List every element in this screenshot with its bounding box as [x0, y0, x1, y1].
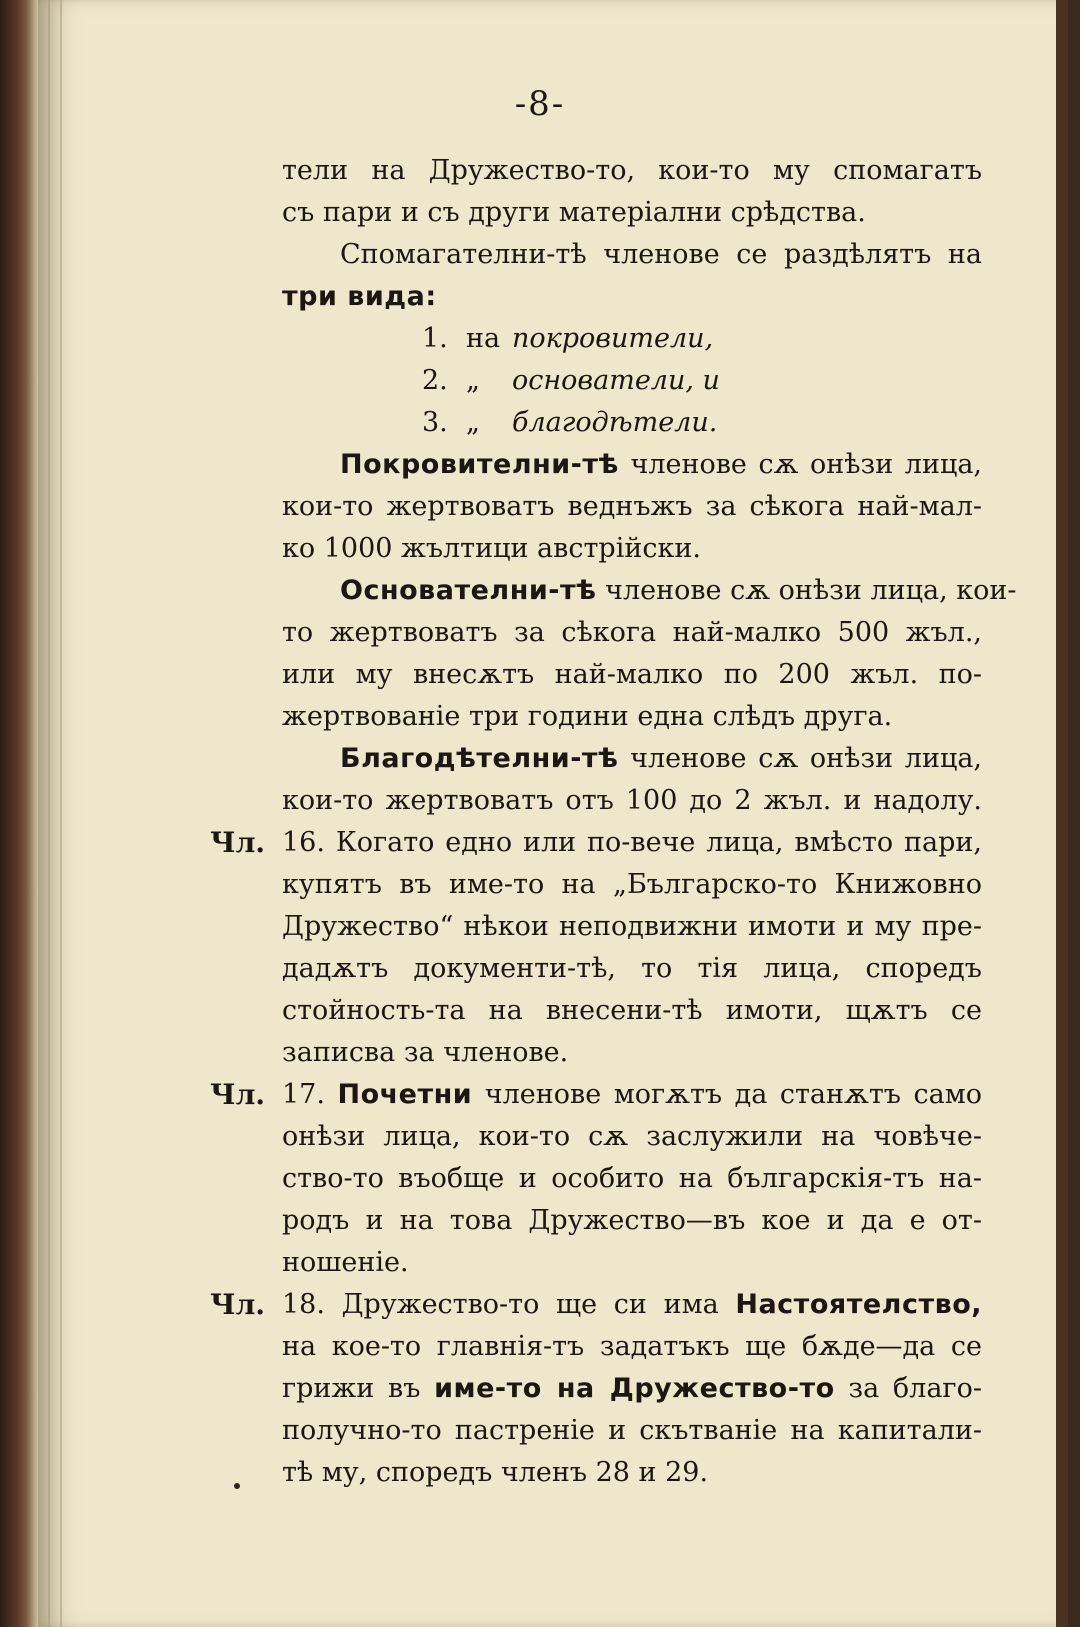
list-term: покровители, [512, 323, 714, 354]
text-line: на кое-то главнія-тъ задатъкъ ще бѫде—да се [282, 1331, 982, 1362]
bold-term: име-то на Дружество-то [434, 1373, 835, 1404]
text-line: жертвованіе три години една слѣдъ друга. [282, 701, 893, 732]
text-span: 18. Дружество-то ще си има [282, 1289, 719, 1320]
page-edge-line [48, 0, 50, 1627]
list-term: основатели, и [512, 365, 720, 396]
page-edge-line [60, 0, 62, 1627]
text-line: три вида: [282, 281, 437, 312]
text-line: онѣзи лица, кои-то сѫ заслужили на човѣче- [282, 1121, 982, 1152]
list-number: 3. [422, 407, 448, 438]
text-line: ство-то въобще и особито на българскія-тъ на- [282, 1163, 982, 1194]
text-line: кои-то жертвоватъ отъ 100 до 2 жъл. и надолу. [282, 785, 982, 816]
list-item [282, 318, 982, 360]
list-prefix: „ [466, 365, 480, 396]
text-span: членове сѫ онѣзи лица, [630, 743, 982, 774]
article-label: Чл. [210, 1078, 266, 1111]
bold-term: Основателни-тѣ [340, 575, 597, 606]
text-line: получно-то пастреніе и скътваніе на капитали- [282, 1415, 982, 1446]
text-line: записва за членове. [282, 1037, 569, 1068]
list-number: 1. [422, 323, 448, 354]
text-line [282, 738, 982, 780]
list-term: благодѣтели. [512, 407, 718, 438]
bold-term: Почетни [337, 1079, 473, 1110]
book-spine [0, 0, 38, 1627]
text-span: членове сѫ онѣзи лица, кои- [605, 575, 1017, 606]
text-line: купятъ въ име-то на „Българско-то Книжовно [282, 869, 982, 900]
text-line: кои-то жертвоватъ веднъжъ за сѣкога най-мал- [282, 491, 982, 522]
text-span: членове могѫтъ да станѫтъ само [484, 1079, 982, 1110]
text-span: за благо- [848, 1373, 982, 1404]
list-prefix: на [466, 323, 501, 354]
text-line [282, 1368, 982, 1410]
page-text [210, 150, 1017, 1494]
text-line [282, 444, 982, 486]
article-line [210, 1284, 982, 1326]
text-line: ношеніе. [282, 1247, 409, 1278]
text-line: или му внесѫтъ най-малко по 200 жъл. по- [282, 659, 982, 690]
text-line: то жертвоватъ за сѣкога най-малко 500 жъл., [282, 617, 982, 648]
text-line [282, 570, 1017, 612]
article-line [210, 1074, 982, 1116]
text-line: родъ и на това Дружество—въ кое и да е от- [282, 1205, 982, 1236]
bold-term: Благодѣтелни-тѣ [340, 743, 619, 774]
text-span: 16. Когато едно или по-вече лица, вмѣсто пари, [282, 827, 982, 858]
page-number: -8- [514, 84, 566, 124]
text-span: грижи въ [282, 1373, 421, 1404]
text-line: съ пари и съ други матеріални срѣдства. [282, 197, 866, 228]
bold-term: Настоятелство, [735, 1289, 982, 1320]
article-label: Чл. [210, 826, 266, 859]
bold-term: Покровителни-тѣ [340, 449, 619, 480]
text-line: Дружество“ нѣкои неподвижни имоти и му пре- [282, 911, 982, 942]
article-line [210, 822, 982, 864]
text-line: тѣ му, споредъ членъ 28 и 29. [282, 1457, 709, 1488]
text-line: тели на Дружество-то, кои-то му спомагатъ [282, 155, 982, 186]
list-item [282, 402, 982, 444]
article-label: Чл. [210, 1288, 266, 1321]
text-line: стойность-та на внесени-тѣ имоти, щѫтъ се [282, 995, 982, 1026]
ink-dot [234, 1483, 240, 1489]
text-span: 17. [282, 1079, 325, 1110]
page-right-edge [1056, 0, 1068, 1627]
list-item [282, 360, 982, 402]
text-span: членове сѫ онѣзи лица, [630, 449, 982, 480]
text-line: Спомагателни-тѣ членове се раздѣлятъ на [340, 239, 982, 270]
list-prefix: „ [466, 407, 480, 438]
list-number: 2. [422, 365, 448, 396]
text-line: дадѫтъ документи-тѣ, то тія лица, споредъ [282, 953, 982, 984]
text-line: ко 1000 жълтици австрійски. [282, 533, 701, 564]
